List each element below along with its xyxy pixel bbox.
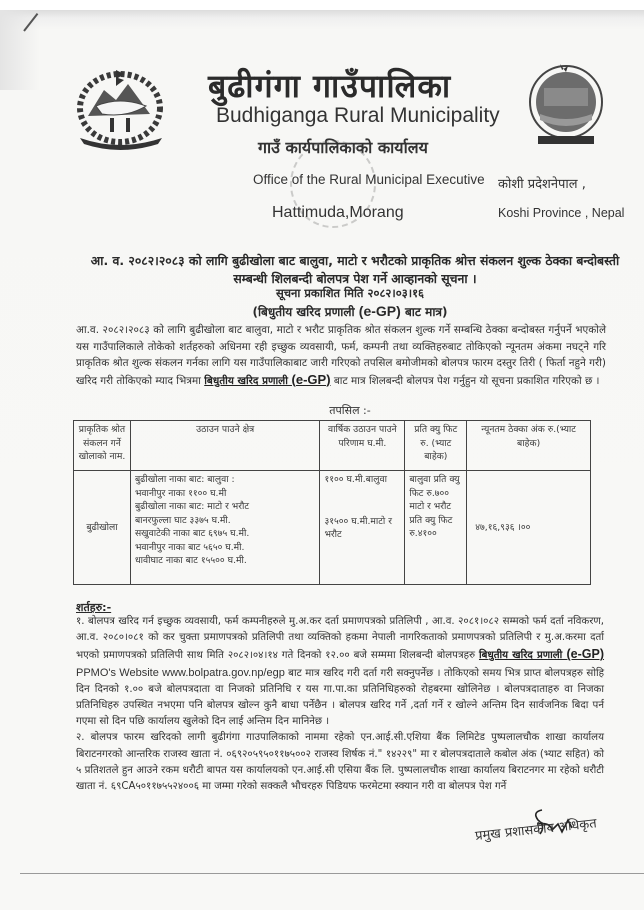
signatory-title: प्रमुख प्रशासकीय अधिकृत [474,816,598,844]
condition-1-egp-latin: (e-GP) [566,647,605,662]
cell-min-amount: ४७,१६,९३६ ।०० [467,471,591,585]
col-header-rate: प्रति क्यु फिट रु. (भ्याट बाहेक) [405,421,467,471]
headline-line-1: आ. व. २०८२।२०८३ को लागि बुढीखोला बाट बालुवा, माटो र भरौटको प्राकृतिक श्रोत्त संकलन शुल्क ठेक्का बन्दोबस्ती [90,253,620,268]
condition-1-text-b: बाट मात्र खरिद गरी दर्ता गरी सक्नुपर्नेछ । तोकिएको समय भित्र प्राप्त बोलपत्रहरु सोहि दिन दिनको १.०० बजे बोलपत्रदाता वा निजको प्रतिनिधि र यस गा.पा.का प्रतिनिधिहरुको रोहबरमा खोलिनेछ । बोलपत्रदाताहरु वा निजका प्रतिनिधिहरु उपस्थित नभएमा पनि बोलपत्र खोल्न कुनै बाधा पर्नेछैन । बोलपत्र खरिद गर्ने ,दर्ता गर्ने र खोल्ने अन्तिम दिन सार्वजनिक बिदा पर्न गएमा सो दिन पछि कार्यालय खुलेको दिन लाई अन्तिम दिन मानिनेछ । [76,667,605,728]
cell-quantity [320,471,405,585]
municipality-title-en: Budhiganga Rural Municipality [216,104,500,127]
conditions-body [76,614,604,795]
province-np: कोशी प्रदेशनेपाल , [498,177,586,192]
cell-areas [130,471,320,585]
cell-rate [405,471,467,585]
municipality-title-np: बुढीगंगा गाउँपालिका [208,67,452,105]
egp-prefix: (बिधुतीय खरिद प्रणाली [252,305,359,319]
col-header-river: प्राकृतिक श्रोत संकलन गर्ने खोलाको नाम. [74,421,131,471]
condition-item-1 [76,614,604,730]
area-line: बानरफुल्ला घाट ३३७५ घ.मी. [134,514,231,526]
rate-soil: माटो र भरौट प्रति क्यु फिट रु.४१०० [409,501,453,539]
bolpatra-website: PPMO's Website www.bolpatra.gov.np/egp [76,666,289,679]
footer-divider [20,873,644,874]
quantity-sand: ११०० घ.मी.बालुवा [324,474,387,485]
condition-1-egp-np: बिधुतीय खरिद प्रणाली [478,650,567,662]
col-header-area: उठाउन पाउने क्षेत्र [130,421,320,471]
egp-suffix: बाट मात्र) [400,305,448,319]
schedule-label: तपसिल :- [329,404,371,417]
intro-text: आ.व. २०८२।२०८३ को लागि बुढीखोला बाट बालुवा, माटो र भरौट प्राकृतिक श्रोत संकलन शुल्क गर्ने सम्बन्धि ठेक्का बन्दोबस्त गर्नुपर्ने भएकोले यस गाउँपालिकाले तोकेको शर्तहरुको अधिनमा रही इच्छुक व्यवसायी, फर्म, कम्पनी तथा व्यक्तिहरुबाट तोकिएको न्यूनतम अंकमा नघट्ने गरि प्राकृतिक श्रोत शुल्क संकलन गर्नका लागि यस गाउँपालिकाबाट जारी गरिएको तपसिल बमोजीमको बोलपत्र फारम दस्तुर तिरी ( फिर्ता नहुने गरी) खरिद गरी तोकिएको म्याद भित्रमा [76,324,606,387]
office-title-np: गाउँ कार्यपालिकाको कार्यालय [258,138,428,157]
published-date: सूचना प्रकाशित मिति २०८२।०३।१६ [275,286,425,300]
area-line: भवानीपुर नाका ११०० घ.मी [134,487,227,499]
intro-tail: बाट मात्र शिलबन्दी बोलपत्र पेश गर्नुहुन यो सूचना प्रकाशित गरिएको छ । [330,374,600,387]
area-line: भवानीपुर नाका बाट ५६५० घ.मी. [134,541,245,553]
table-row [74,471,591,585]
table-header-row [74,421,591,471]
egp-latin: (e-GP) [358,303,401,319]
conditions-title: शर्तहरु:- [76,601,112,614]
intro-paragraph [76,322,606,389]
intro-egp-emphasis [204,371,331,387]
rate-sand: बालुवा प्रति क्यु फिट रु.७०० [409,474,460,499]
egp-subtitle [60,303,640,320]
col-header-quantity: वार्षिक उठाउन पाउने परिणाम घ.मी. [320,421,405,471]
office-title-en: Office of the Rural Municipal Executive [253,172,485,187]
area-line: धावीघाट नाका बाट १५५०० घ.मी. [134,555,247,566]
intro-egp-np: बिधुतीय खरिद प्रणाली [204,374,292,387]
cell-river: बुढीखोला [74,471,131,585]
headline-line-2: सम्बन्धी शिलबन्दी बोलपत्र पेश गर्ने आव्हानको सूचना । [233,271,477,286]
condition-1-egp-emphasis [478,647,605,662]
area-line: बुढीखोला नाका बाट: बालुवा : [134,474,235,485]
quantity-soil: ३१५०० घ.मी.माटो र भरौट [324,515,392,540]
office-address-en: Hattimuda,Morang [272,204,404,221]
intro-egp-latin: (e-GP) [291,371,331,387]
nepal-emblem-icon [66,60,174,150]
condition-item-2: २. बोलपत्र फारम खरिदको लागी बुढीगंगा गाउपालिकाको नाममा रहेको एन.आई.सी.एशिया बैंक लिमिटेड पुष्पलालचौक शाखा कार्यालय बिराटनगरको आन्तरिक राजस्व खाता नं. ०६९२०५९५०११७५००२ राजस्व शिर्षक नं." १४२२९" मा र बोलपत्रदाताले कबोल अंक (भ्याट सहित) को ५ प्रतिशतले हुन आउने रकम धरौटी बापत यस कार्यालयको एन.आई.सी एसिया बैंक लि. पुष्पलालचौक शाखा कार्यालय बिराटनगर मा रहेको धरौटी खाता नं. ६९CA५०११७५५२४००६ मा जम्मा गरेको सक्कलै भौचरहरु पिडियफ फरमेटमा स्क्यान गरी वा बोलपत्र पेश गर्ने [76,732,604,793]
province-en: Koshi Province , Nepal [498,206,625,220]
notice-headline [70,252,640,288]
area-line: सखुवाटेकी नाका बाट ६९७५ घ.मी. [134,528,250,539]
schedule-table [73,420,591,585]
condition-1-text-a: १. बोलपत्र खरिद गर्न इच्छुक व्यवसायी, फर्म कम्पनीहरुले मु.अ.कर दर्ता प्रमाणपत्रको प्रतिलिपी , आ.व. २०८१।०८२ सम्मको फर्म दर्ता नविकरण, आ.व. २०८०।०८१ को कर चुक्ता प्रमाणपत्रको प्रतिलिपी तथा व्यक्तिको हकमा नेपाली नागरिकताको प्रमाणपत्रको प्रतिलिपी र मु.अ.करमा दर्ता भएको प्रमाणपत्रको प्रतिलिपी साथ मिति २०८२।०४।१४ गते दिनको १२.०० बजे सम्ममा शिलबन्दी बोलपत्रहरु [76,616,604,662]
col-header-min-amount: न्यूनतम ठेक्का अंक रु.(भ्याट बाहेक) [467,421,591,471]
area-line: बुढीखोला नाका बाट: माटो र भरौट [134,501,249,512]
municipality-seal-icon [526,60,606,148]
